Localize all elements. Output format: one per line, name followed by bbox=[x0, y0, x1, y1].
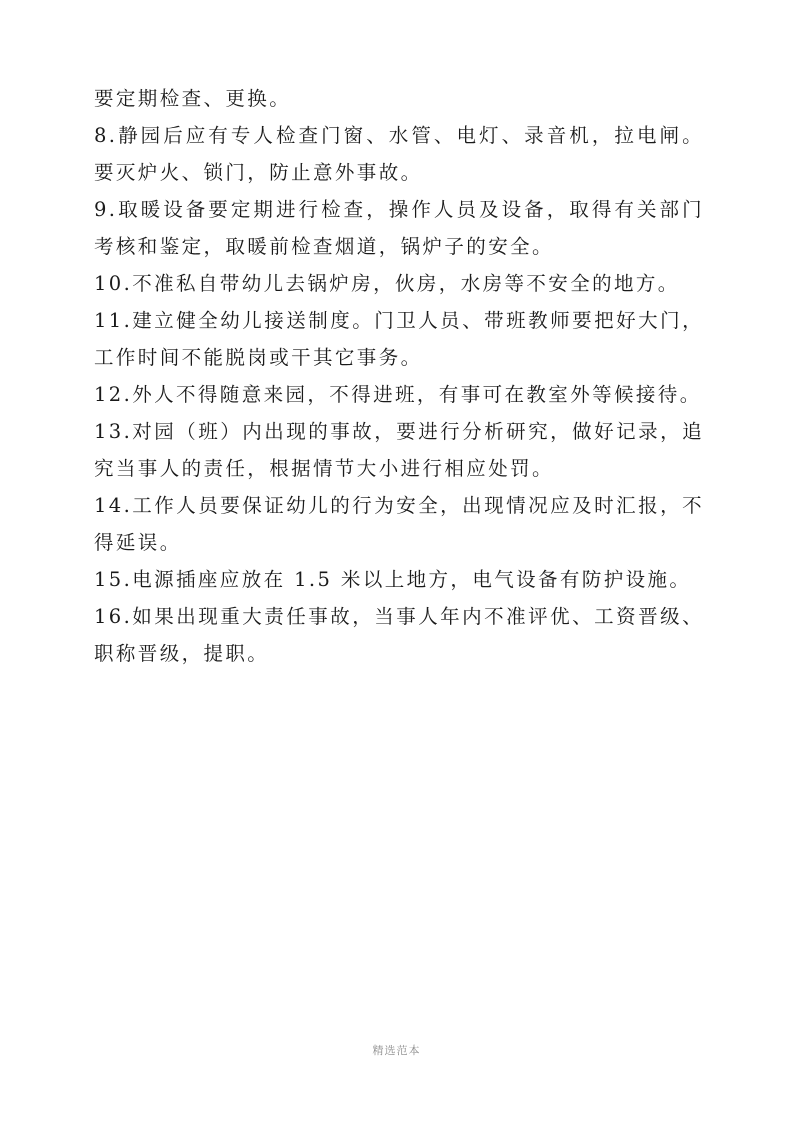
paragraph-item-15: 15.电源插座应放在 1.5 米以上地方，电气设备有防护设施。 bbox=[94, 568, 692, 591]
document-body bbox=[94, 80, 704, 672]
paragraph-item-8: 8.静园后应有专人检查门窗、水管、电灯、录音机，拉电闸。要灭炉火、锁门，防止意外事故。 bbox=[94, 124, 704, 184]
paragraph-item-9: 9.取暖设备要定期进行检查，操作人员及设备，取得有关部门考核和鉴定，取暖前检查烟道，锅炉子的安全。 bbox=[94, 198, 704, 258]
paragraph-item-10: 10.不准私自带幼儿去锅炉房，伙房，水房等不安全的地方。 bbox=[94, 272, 680, 295]
paragraph-item-14: 14.工作人员要保证幼儿的行为安全，出现情况应及时汇报，不得延误。 bbox=[94, 494, 704, 554]
paragraph-continuation: 要定期检查、更换。 bbox=[94, 87, 292, 110]
page-footer: 精选范本 bbox=[372, 1044, 421, 1057]
paragraph-item-11: 11.建立健全幼儿接送制度。门卫人员、带班教师要把好大门，工作时间不能脱岗或干其它事务。 bbox=[94, 309, 704, 369]
paragraph-item-12: 12.外人不得随意来园，不得进班，有事可在教室外等候接待。 bbox=[94, 383, 702, 406]
paragraph-item-13: 13.对园（班）内出现的事故，要进行分析研究，做好记录，追究当事人的责任，根据情节大小进行相应处罚。 bbox=[94, 420, 704, 480]
paragraph-item-16: 16.如果出现重大责任事故，当事人年内不准评优、工资晋级、职称晋级，提职。 bbox=[94, 605, 704, 665]
